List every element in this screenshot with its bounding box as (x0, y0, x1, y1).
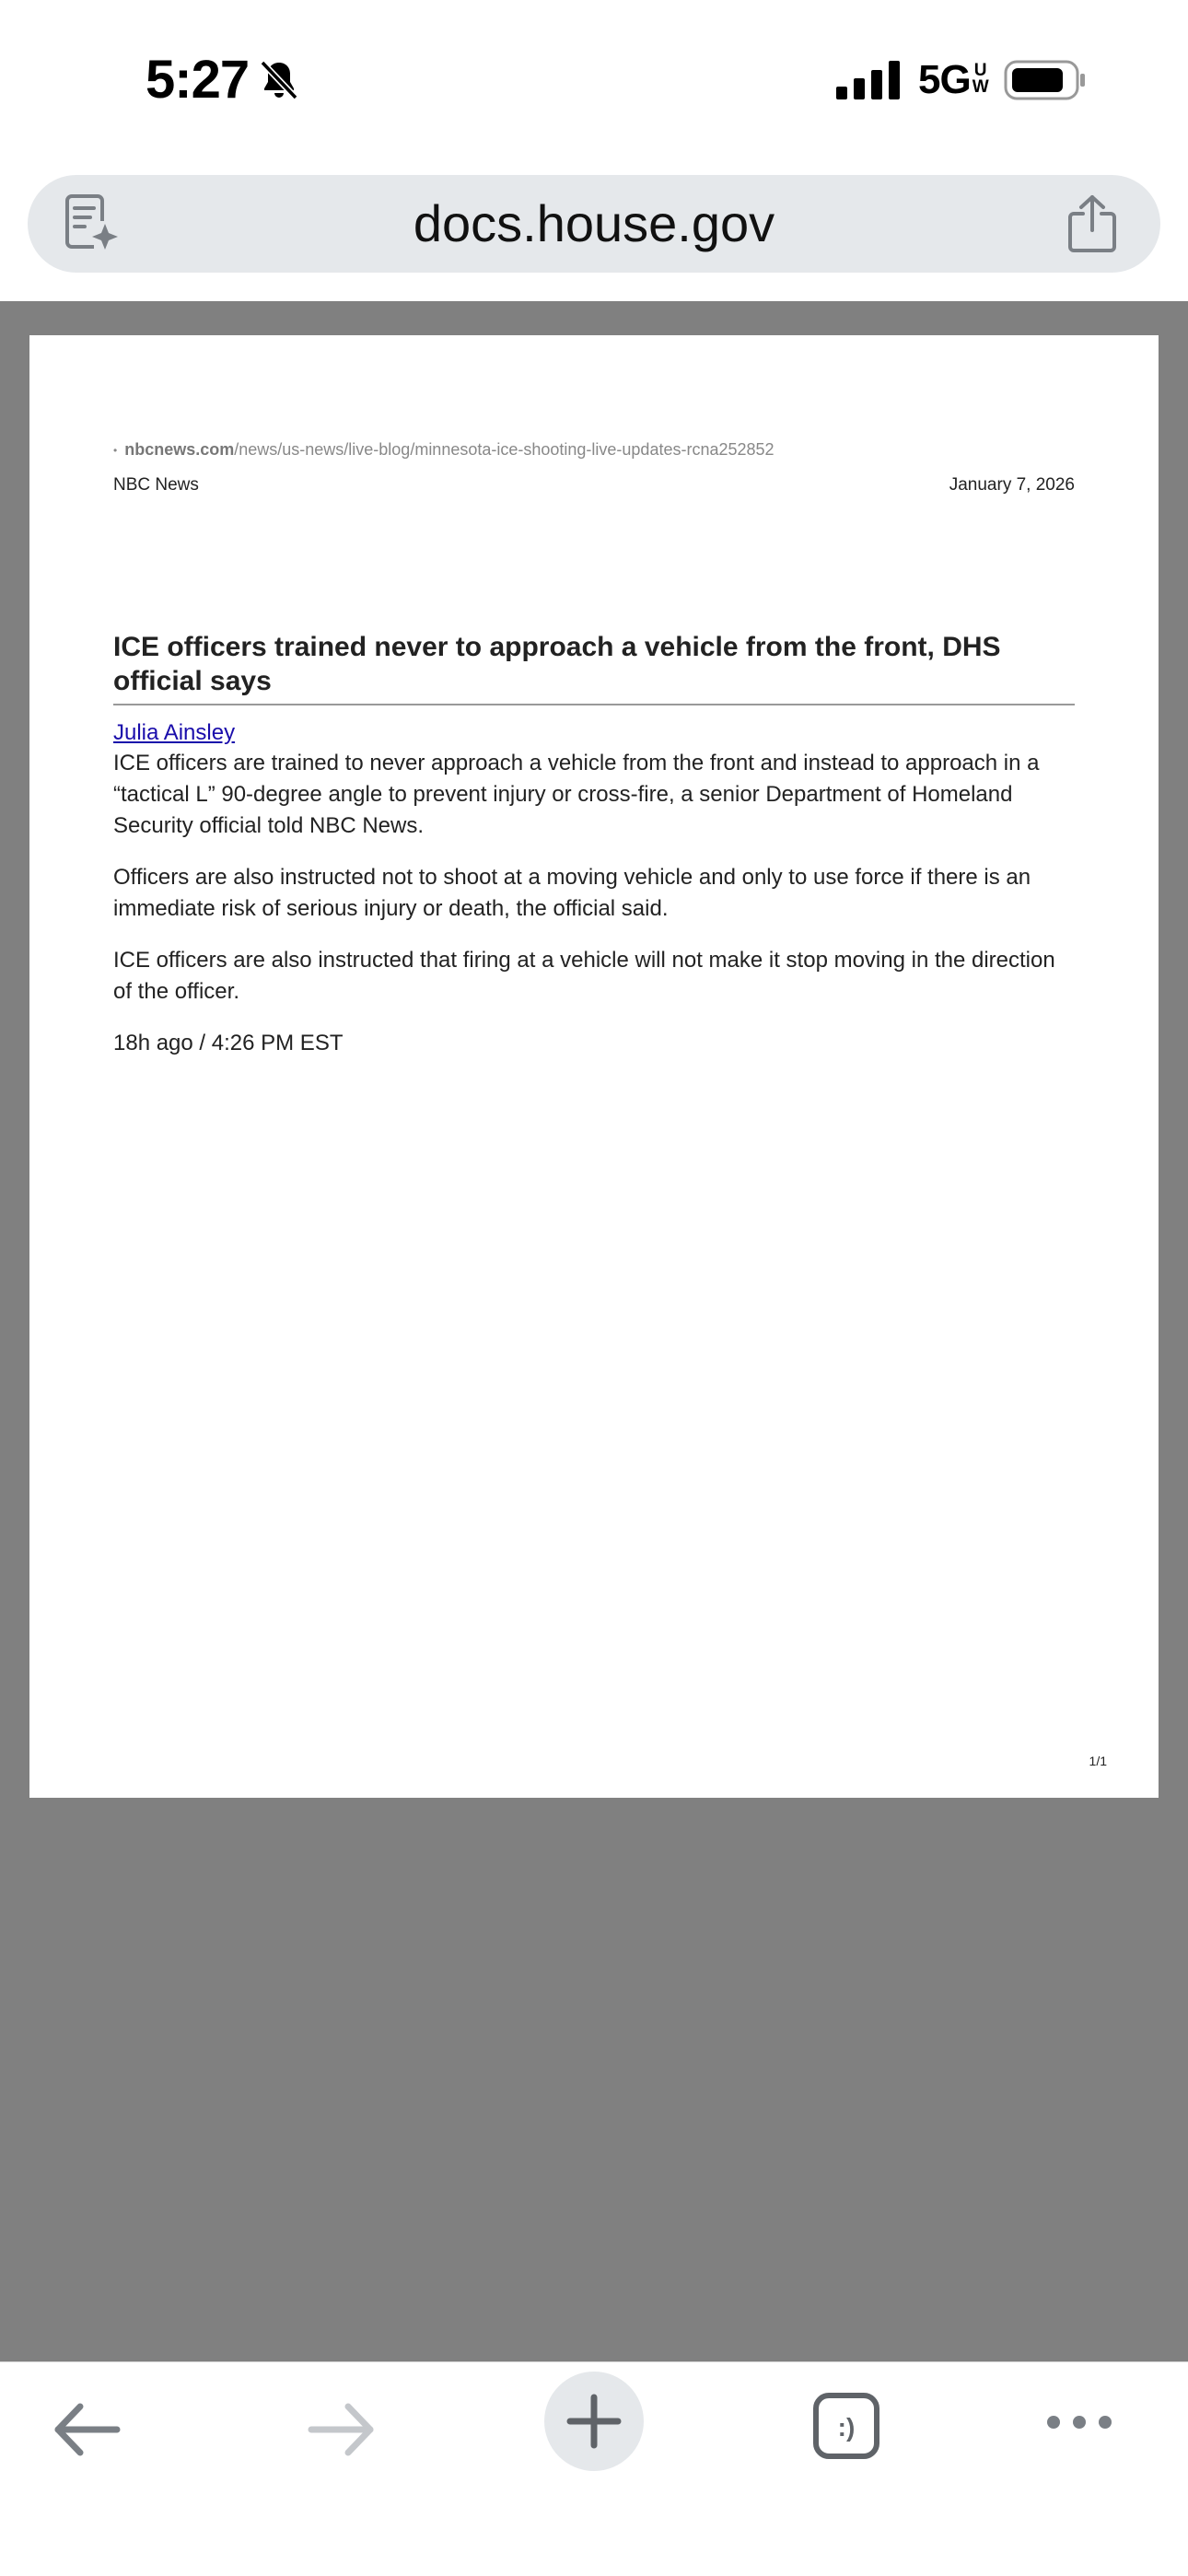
network-indicator (918, 57, 989, 103)
forward-button[interactable] (304, 2397, 378, 2462)
network-sub-bottom: W (972, 77, 989, 97)
article (113, 630, 1075, 1059)
more-icon (1047, 2416, 1112, 2429)
bottom-toolbar (0, 2361, 1188, 2576)
source-path: /news/us-news/live-blog/minnesota-ice-shooting-live-updates-rcna252852 (234, 440, 775, 459)
plus-icon (544, 2372, 644, 2471)
author-link[interactable]: Julia Ainsley (113, 720, 236, 745)
back-icon (58, 2407, 117, 2453)
battery-icon (1004, 59, 1087, 101)
tabs-count: :) (837, 2413, 856, 2442)
source-url (113, 440, 775, 460)
tabs-button[interactable] (812, 2392, 880, 2460)
network-sub (973, 63, 989, 96)
forward-icon (311, 2407, 370, 2453)
share-icon[interactable] (1065, 193, 1120, 254)
page-number: 1/1 (1089, 1754, 1107, 1768)
network-sub-top: U (973, 61, 987, 80)
status-bar (0, 0, 1188, 161)
status-time: 5:27 (146, 50, 250, 110)
source-bullet: • (113, 444, 118, 458)
back-button[interactable] (51, 2397, 124, 2462)
network-label: 5G (918, 57, 971, 102)
url-text[interactable]: docs.house.gov (413, 194, 775, 252)
article-paragraph: ICE officers are trained to never approach a vehicle from the front and instead to approach in a “tactical L” 90-degree angle to prevent injury or cross-fire, a senior Department of Homeland Security official told NBC News. (113, 751, 1040, 838)
source-domain: nbcnews.com (124, 440, 235, 459)
signal-icon (836, 61, 901, 99)
headline: ICE officers trained never to approach a vehicle from the front, DHS official says (113, 630, 1075, 705)
pdf-viewer[interactable] (0, 301, 1188, 2361)
pdf-page (29, 335, 1159, 1798)
more-menu-button[interactable] (1045, 2408, 1113, 2436)
post-timestamp: 18h ago / 4:26 PM EST (113, 1031, 344, 1055)
site-name: NBC News (113, 475, 199, 495)
article-paragraph: ICE officers are also instructed that firing at a vehicle will not make it stop moving in the direction of the officer. (113, 948, 1055, 1004)
address-bar[interactable] (28, 175, 1160, 273)
new-tab-button[interactable] (544, 2372, 644, 2471)
document-date: January 7, 2026 (949, 475, 1075, 495)
bell-off-icon (256, 57, 302, 103)
article-paragraph: Officers are also instructed not to shoot at a moving vehicle and only to use force if there is an immediate risk of serious injury or death, the official said. (113, 865, 1031, 921)
